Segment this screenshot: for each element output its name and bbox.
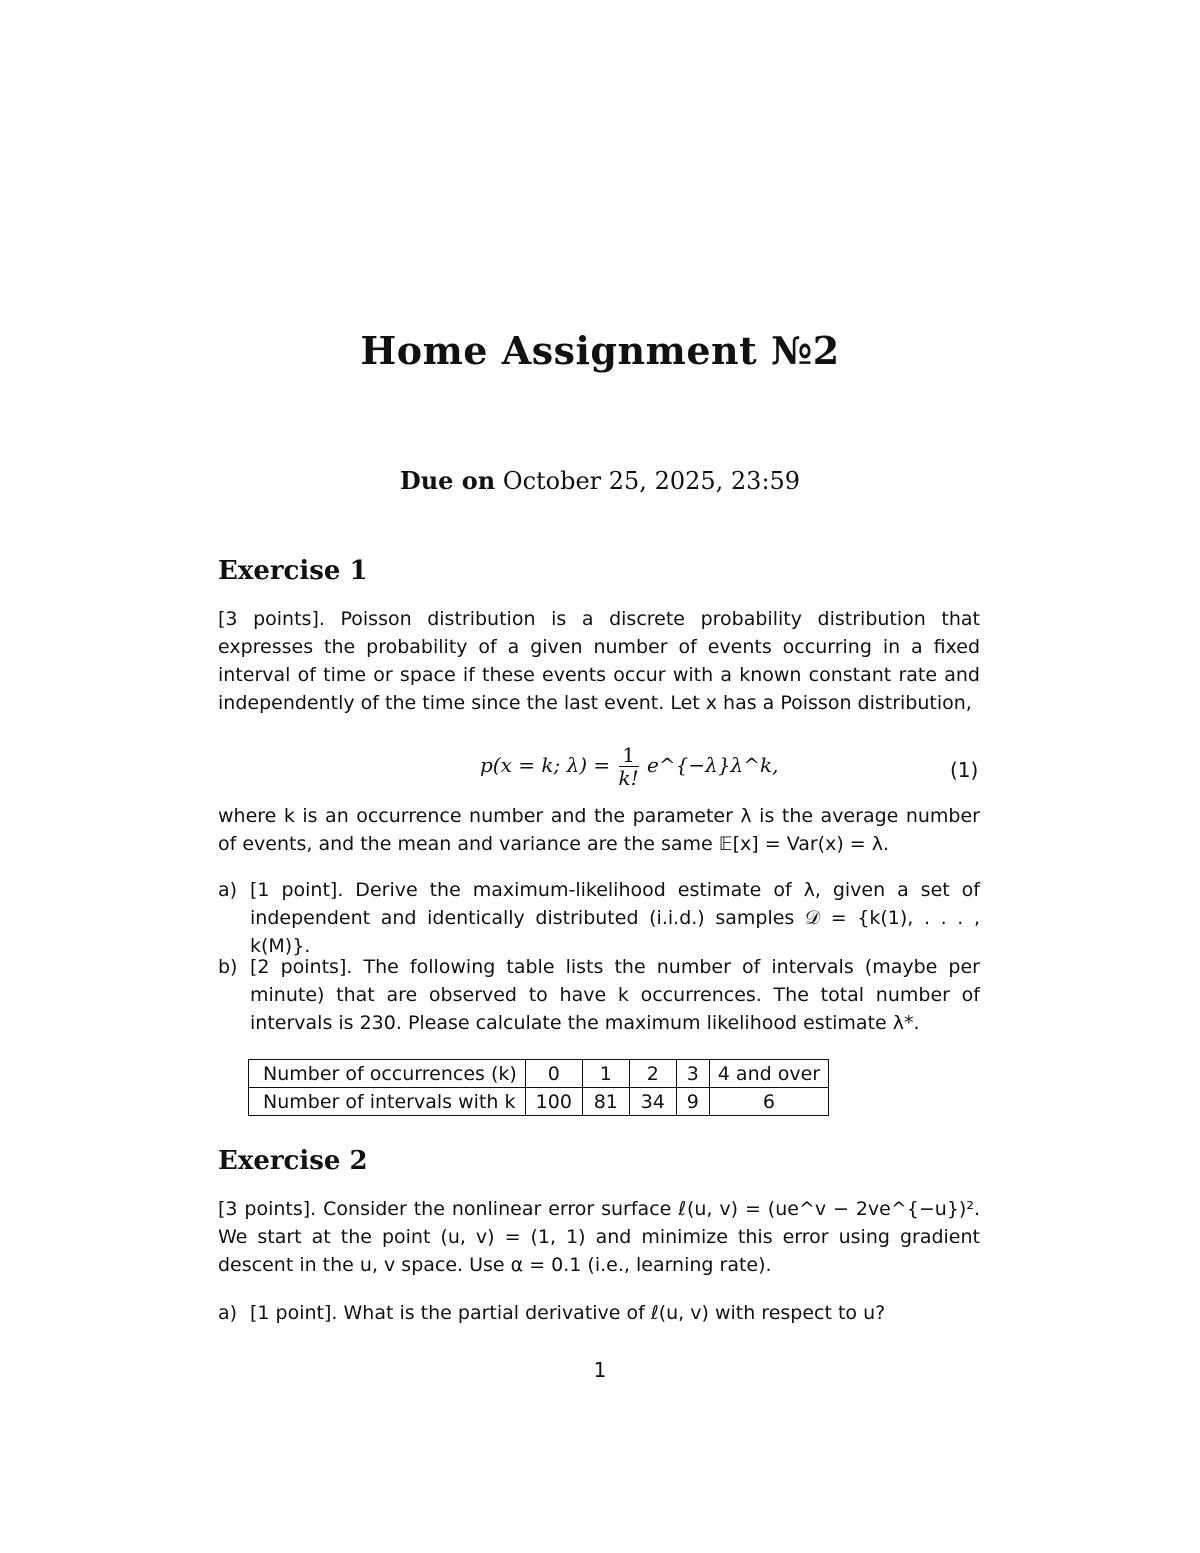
exercise-2-intro: [3 points]. Consider the nonlinear error surface ℓ(u, v) = (ue^v − 2ve^{−u})². We start at the point (u, v) = (1, 1) and minimize this error using gradient descent in the u, v space. Use α = 0.1 (i.e., learning rate). <box>218 1198 980 1276</box>
table-cell: 9 <box>676 1088 709 1116</box>
part-a-label: a) <box>218 1302 238 1324</box>
table-cell: 0 <box>525 1060 582 1088</box>
table-cell: Number of intervals with k <box>249 1088 526 1116</box>
exercise-1-after-equation: where k is an occurrence number and the parameter λ is the average number of events, and the mean and variance are the same 𝔼[x] = Var(x) = λ. <box>218 805 980 855</box>
fraction-denominator: k! <box>618 766 639 790</box>
equation-number: (1) <box>950 758 979 782</box>
due-date: October 25, 2025, 23:59 <box>502 467 801 495</box>
exercise-1-part-b <box>218 953 980 1037</box>
table-cell: 34 <box>629 1088 676 1116</box>
part-a-text: [1 point]. What is the partial derivative of ℓ(u, v) with respect to u? <box>250 1302 886 1324</box>
exercise-1-heading: Exercise 1 <box>218 556 368 586</box>
equation-fraction <box>619 744 639 789</box>
fraction-numerator: 1 <box>619 744 639 767</box>
occurrences-table <box>248 1059 829 1116</box>
part-a-text: [1 point]. Derive the maximum-likelihood estimate of λ, given a set of independent and identically distributed (i.i.d.) samples 𝒟 = {k(1), . . . , k(M)}. <box>250 879 980 957</box>
equation-rhs: e^{−λ}λ^k, <box>647 753 779 777</box>
exercise-1-intro: [3 points]. Poisson distribution is a discrete probability distribution that expresses the probability of a given number of events occurring in a fixed interval of time or space if these events occur with a known constant rate and independently of the time since the last event. Let x has a Poisson distribution, <box>218 608 980 714</box>
table-cell: 3 <box>676 1060 709 1088</box>
page-title: Home Assignment №2 <box>360 328 840 373</box>
exercise-1-part-a <box>218 876 980 960</box>
equation-lhs: p(x = k; λ) = <box>480 753 611 777</box>
due-date-line <box>0 466 1200 495</box>
part-a-label: a) <box>218 879 238 901</box>
table-cell: 4 and over <box>709 1060 828 1088</box>
due-label: Due on <box>399 466 496 495</box>
table-cell: 100 <box>525 1088 582 1116</box>
exercise-2-part-a <box>218 1299 980 1327</box>
page-number: 1 <box>593 1358 607 1382</box>
table-row <box>249 1060 829 1088</box>
table-cell: 2 <box>629 1060 676 1088</box>
table-cell: 1 <box>582 1060 629 1088</box>
table-row <box>249 1088 829 1116</box>
table-cell: 81 <box>582 1088 629 1116</box>
exercise-2-heading: Exercise 2 <box>218 1146 368 1176</box>
table-cell: Number of occurrences (k) <box>249 1060 526 1088</box>
poisson-equation <box>480 744 778 789</box>
table-cell: 6 <box>709 1088 828 1116</box>
part-b-label: b) <box>218 956 238 978</box>
part-b-text: [2 points]. The following table lists the number of intervals (maybe per minute) that are observed to have k occurrences. The total number of intervals is 230. Please calculate the maximum likelihood estimate λ*. <box>250 956 980 1034</box>
